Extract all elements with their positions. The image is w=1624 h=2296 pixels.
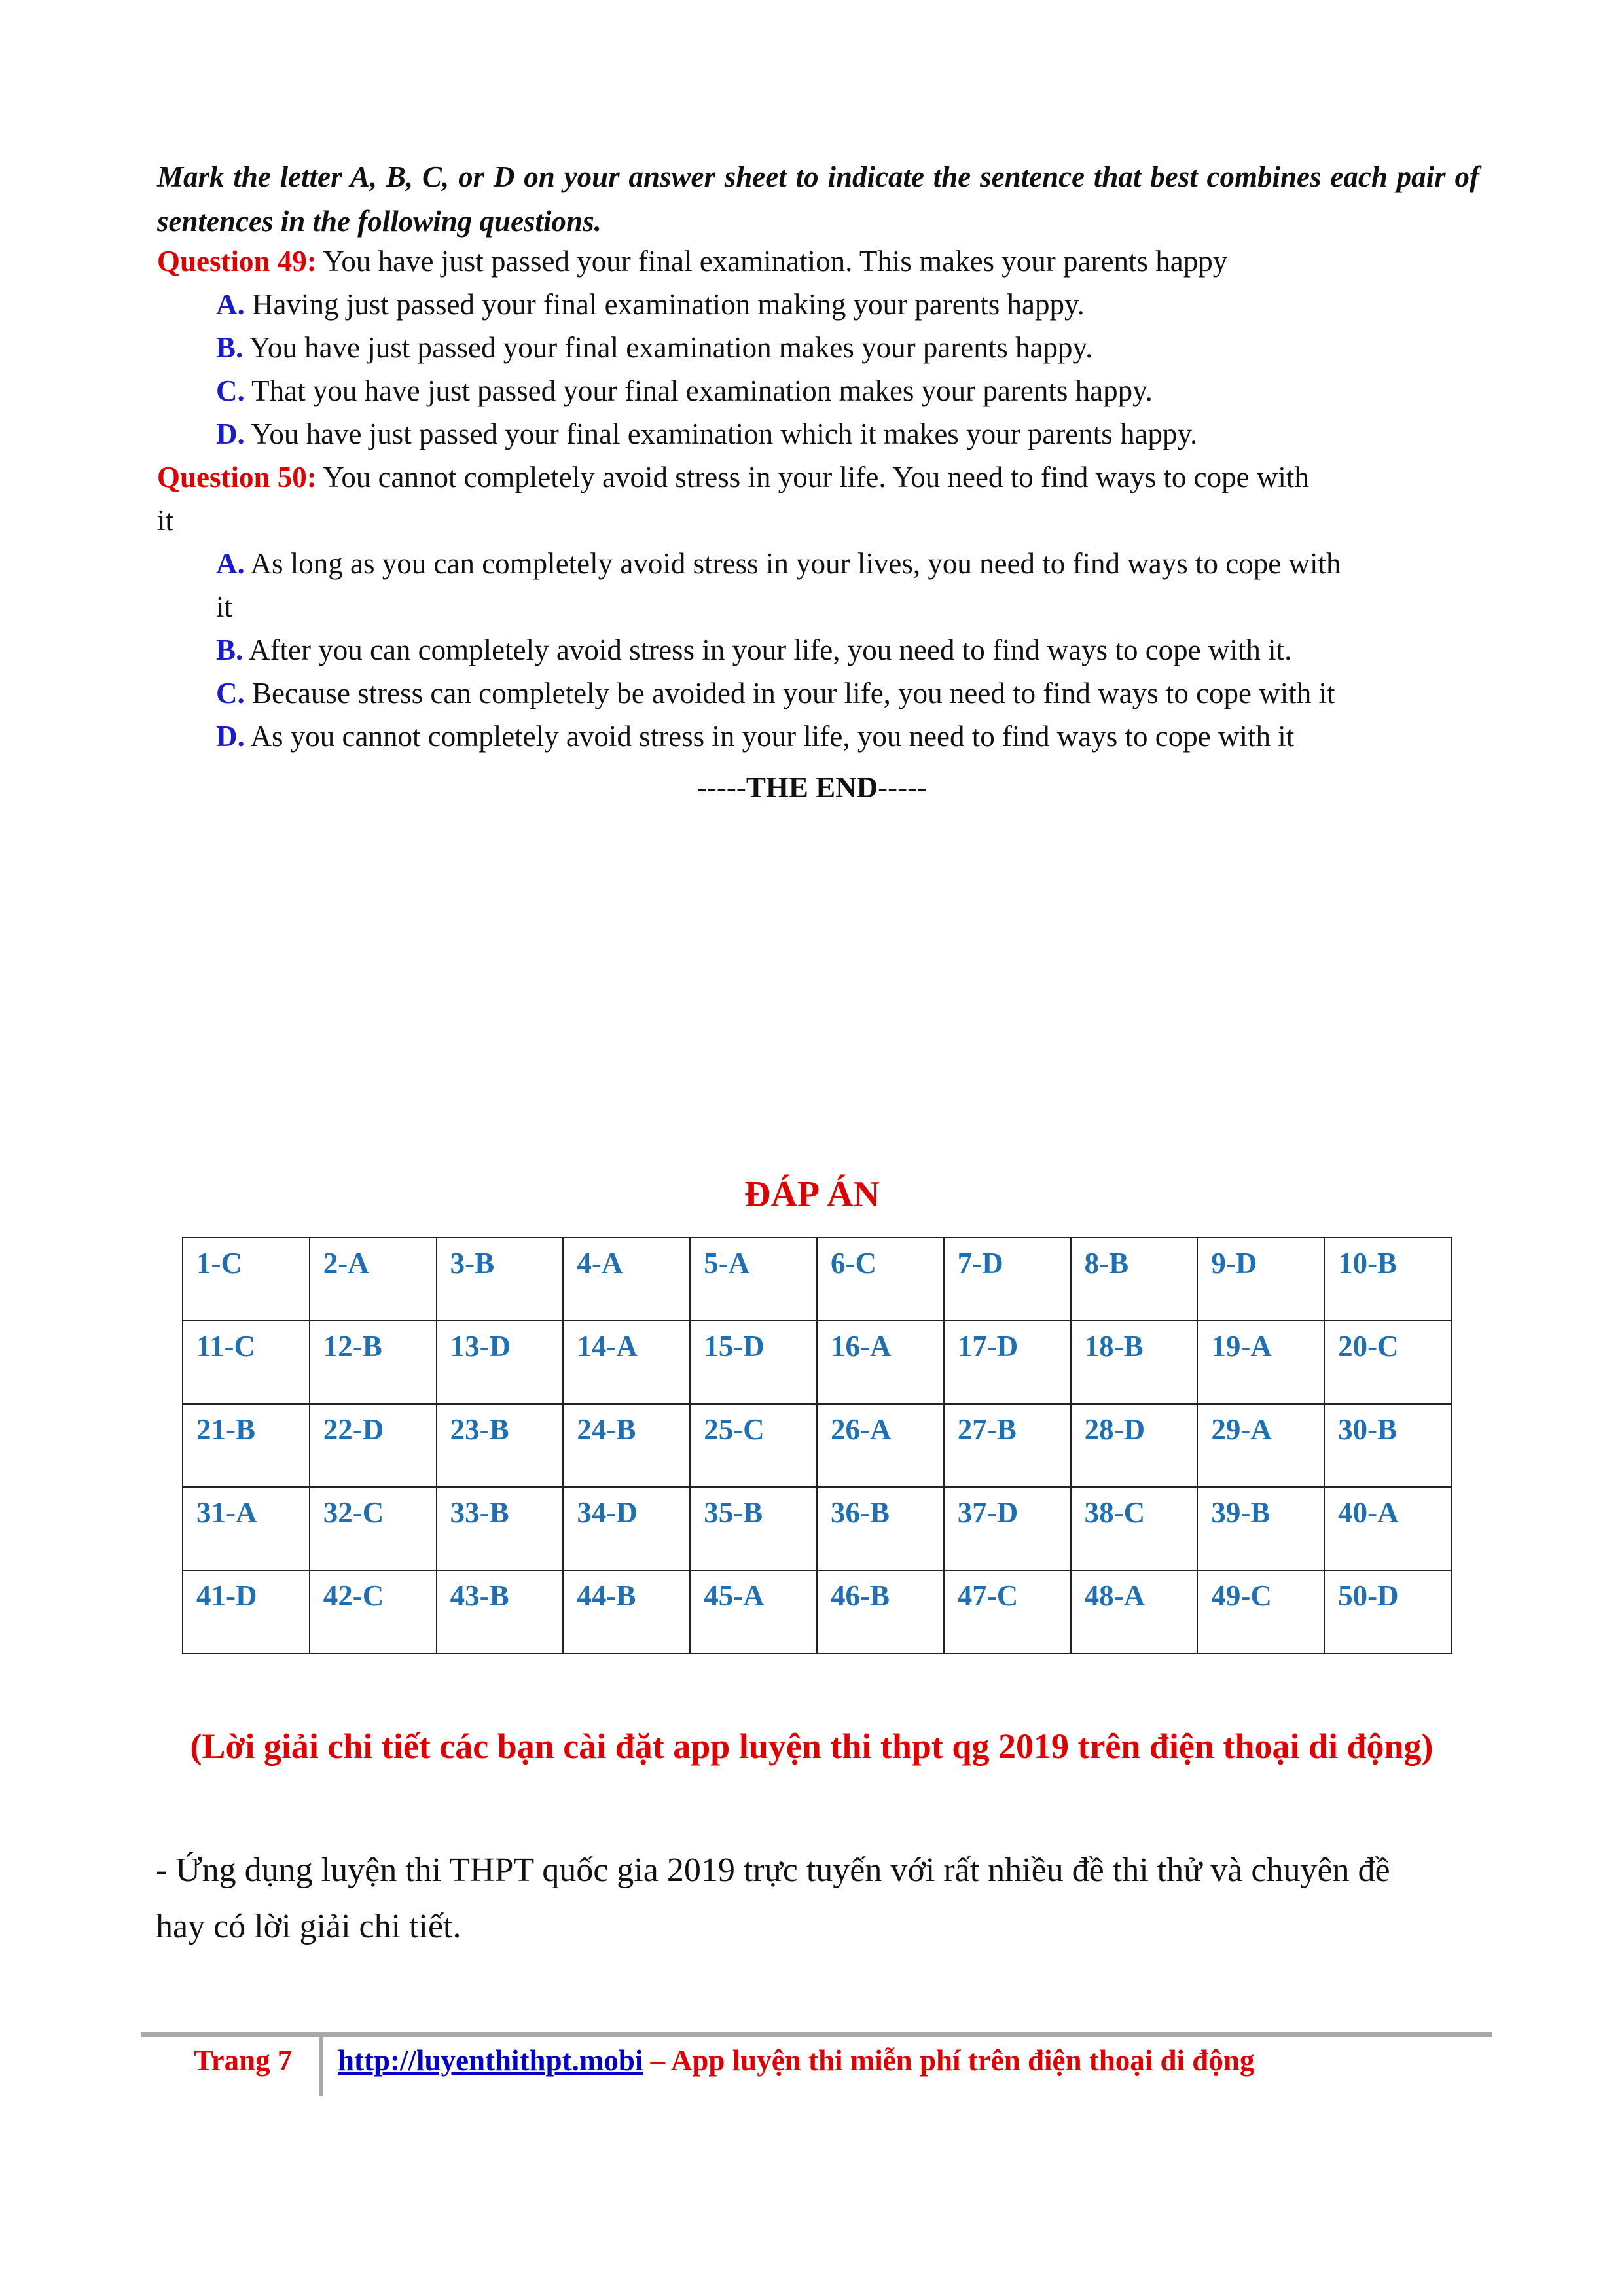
option-text: As long as you can completely avoid stress in your lives, you need to find ways to cope with xyxy=(244,547,1341,580)
answer-cell: 7-D xyxy=(944,1238,1071,1321)
answer-cell: 45-A xyxy=(690,1570,817,1653)
footer-tagline: – App luyện thi miễn phí trên điện thoại di động xyxy=(643,2044,1255,2077)
answer-cell: 21-B xyxy=(183,1404,310,1487)
answer-cell: 6-C xyxy=(817,1238,944,1321)
answer-cell: 5-A xyxy=(690,1238,817,1321)
option-49-d xyxy=(216,412,1197,456)
option-letter: C. xyxy=(216,374,245,407)
question-50 xyxy=(157,456,1309,499)
footer-divider xyxy=(141,2032,1492,2037)
answer-cell: 30-B xyxy=(1324,1404,1451,1487)
option-50-c xyxy=(216,672,1335,715)
option-letter: B. xyxy=(216,331,244,364)
answer-cell: 42-C xyxy=(310,1570,437,1653)
answer-cell: 47-C xyxy=(944,1570,1071,1653)
answer-cell: 20-C xyxy=(1324,1321,1451,1404)
option-letter: B. xyxy=(216,634,244,666)
option-letter: A. xyxy=(216,547,245,580)
answer-cell: 29-A xyxy=(1197,1404,1324,1487)
answer-cell: 9-D xyxy=(1197,1238,1324,1321)
answer-cell: 19-A xyxy=(1197,1321,1324,1404)
answer-cell: 38-C xyxy=(1071,1487,1198,1570)
answer-cell: 28-D xyxy=(1071,1404,1198,1487)
option-letter: C. xyxy=(216,677,245,709)
question-label: Question 49: xyxy=(157,245,317,278)
answer-row xyxy=(183,1321,1451,1404)
option-50-b xyxy=(216,628,1291,672)
answer-row xyxy=(183,1487,1451,1570)
answer-cell: 17-D xyxy=(944,1321,1071,1404)
answer-cell: 37-D xyxy=(944,1487,1071,1570)
footer-text xyxy=(338,2041,1254,2080)
answer-cell: 12-B xyxy=(310,1321,437,1404)
answer-cell: 16-A xyxy=(817,1321,944,1404)
answer-cell: 1-C xyxy=(183,1238,310,1321)
answer-cell: 3-B xyxy=(437,1238,564,1321)
question-stem: You have just passed your final examination. This makes your parents happy xyxy=(316,245,1228,278)
option-text: Having just passed your final examination making your parents happy. xyxy=(244,288,1085,321)
footer-separator xyxy=(319,2037,323,2096)
option-text: You have just passed your final examination makes your parents happy. xyxy=(243,331,1093,364)
question-stem: You cannot completely avoid stress in your life. You need to find ways to cope with xyxy=(316,461,1309,493)
answer-cell: 11-C xyxy=(183,1321,310,1404)
answer-table xyxy=(182,1237,1452,1654)
answer-cell: 14-A xyxy=(563,1321,690,1404)
answer-cell: 4-A xyxy=(563,1238,690,1321)
answer-cell: 25-C xyxy=(690,1404,817,1487)
option-text: As you cannot completely avoid stress in your life, you need to find ways to cope with it xyxy=(244,720,1295,753)
answer-cell: 39-B xyxy=(1197,1487,1324,1570)
option-49-b xyxy=(216,326,1092,369)
answer-cell: 22-D xyxy=(310,1404,437,1487)
end-marker: -----THE END----- xyxy=(696,771,928,804)
instruction: Mark the letter A, B, C, or D on your answer sheet to indicate the sentence that best combines each pair of sentences in the following questions. xyxy=(157,160,1479,238)
answer-cell: 41-D xyxy=(183,1570,310,1653)
answer-cell: 35-B xyxy=(690,1487,817,1570)
answer-cell: 34-D xyxy=(563,1487,690,1570)
answer-cell: 23-B xyxy=(437,1404,564,1487)
option-50-d xyxy=(216,715,1294,758)
answer-cell: 48-A xyxy=(1071,1570,1198,1653)
answer-cell: 26-A xyxy=(817,1404,944,1487)
question-49 xyxy=(157,240,1227,283)
option-letter: A. xyxy=(216,288,245,321)
answer-cell: 32-C xyxy=(310,1487,437,1570)
answer-cell: 15-D xyxy=(690,1321,817,1404)
answer-row xyxy=(183,1404,1451,1487)
question-50-continuation: it xyxy=(157,504,174,537)
option-text: Because stress can completely be avoided in your life, you need to find ways to cope with it xyxy=(244,677,1335,709)
answer-cell: 33-B xyxy=(437,1487,564,1570)
answer-cell: 10-B xyxy=(1324,1238,1451,1321)
option-49-a xyxy=(216,283,1085,326)
answer-cell: 43-B xyxy=(437,1570,564,1653)
answer-row xyxy=(183,1238,1451,1321)
option-letter: D. xyxy=(216,418,245,450)
answer-cell: 36-B xyxy=(817,1487,944,1570)
option-text: That you have just passed your final examination makes your parents happy. xyxy=(244,374,1153,407)
option-text: You have just passed your final examination which it makes your parents happy. xyxy=(244,418,1198,450)
footer-link[interactable]: http://luyenthithpt.mobi xyxy=(338,2044,643,2077)
answer-cell: 40-A xyxy=(1324,1487,1451,1570)
page-number: Trang 7 xyxy=(194,2044,293,2077)
answer-cell: 13-D xyxy=(437,1321,564,1404)
option-49-c xyxy=(216,369,1153,412)
answer-cell: 18-B xyxy=(1071,1321,1198,1404)
option-50-a-continuation: it xyxy=(216,590,233,623)
answer-row xyxy=(183,1570,1451,1653)
option-letter: D. xyxy=(216,720,245,753)
answer-cell: 44-B xyxy=(563,1570,690,1653)
answer-cell: 31-A xyxy=(183,1487,310,1570)
app-description: - Ứng dụng luyện thi THPT quốc gia 2019 trực tuyến với rất nhiều đề thi thử và chuyên đề hay có lời giải chi tiết. xyxy=(156,1852,1390,1945)
answer-cell: 27-B xyxy=(944,1404,1071,1487)
answer-cell: 46-B xyxy=(817,1570,944,1653)
answer-cell: 8-B xyxy=(1071,1238,1198,1321)
solution-note: (Lời giải chi tiết các bạn cài đặt app luyện thi thpt qg 2019 trên điện thoại di động) xyxy=(190,1727,1434,1766)
question-label: Question 50: xyxy=(157,461,317,493)
option-50-a xyxy=(216,542,1341,585)
answer-cell: 49-C xyxy=(1197,1570,1324,1653)
answer-cell: 50-D xyxy=(1324,1570,1451,1653)
answer-cell: 24-B xyxy=(563,1404,690,1487)
answers-title: ĐÁP ÁN xyxy=(744,1174,880,1215)
answer-cell: 2-A xyxy=(310,1238,437,1321)
option-text: After you can completely avoid stress in your life, you need to find ways to cope with it. xyxy=(243,634,1292,666)
